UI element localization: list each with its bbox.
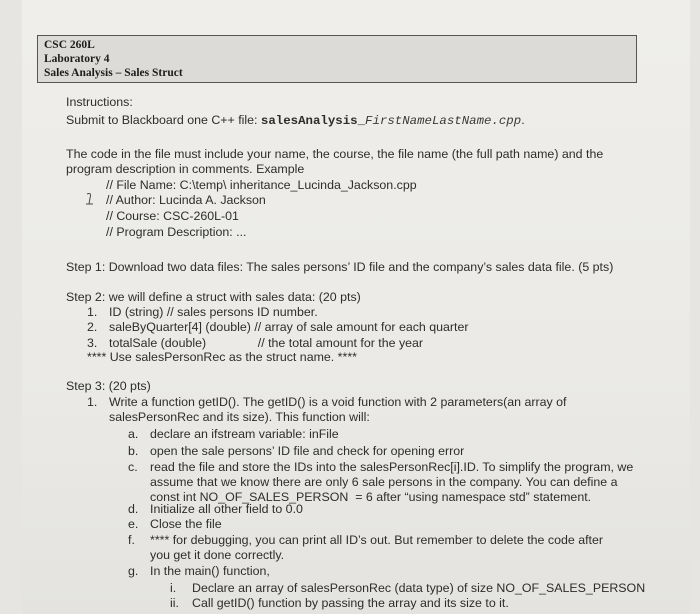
sub-item-a: a. declare an ifstream variable: inFile [128,427,339,441]
sub-item-b: b. open the sale persons’ ID file and check for opening error [128,444,465,458]
step2-item-2: 2. saleByQuarter[4] (double) // array of sale amount for each quarter [87,320,469,334]
step3-item-1-line-1: 1. Write a function getID(). The getID() is a void function with 2 parameters(an array of [87,395,567,409]
comment-author: // Author: Lucinda A. Jackson [106,193,266,207]
sub-item-e: e. Close the file [128,517,222,531]
sub-item-g: g. In the main() function, [128,564,270,578]
comment-course: // Course: CSC-260L-01 [106,209,239,223]
pen-mark-icon [84,192,98,206]
course-code: CSC 260L [44,39,95,51]
sub-item-c-line-2: assume that we know there are only 6 sale persons in the company. You can define a [150,475,618,489]
sub-item-f-line-2: you get it done correctly. [150,548,285,562]
roman-item-ii: ii. Call getID() function by passing the array and its size to it. [170,596,509,610]
roman-item-i: i. Declare an array of salesPersonRec (data type) of size NO_OF_SALES_PERSON [170,581,646,595]
intro-line-1: The code in the file must include your name, the course, the file name (the full path name) and the [66,147,604,161]
step3-item-1-line-2: salesPersonRec and its size). This function will: [109,410,370,424]
step3-heading: Step 3: (20 pts) [66,379,151,393]
sub-item-d: d. Initialize all other field to 0.0 [128,502,303,516]
instructions-heading: Instructions: [66,95,133,109]
step2-heading: Step 2: we will define a struct with sales data: (20 pts) [66,290,361,304]
sub-item-c-line-1: c. read the file and store the IDs into the salesPersonRec[i].ID. To simplify the program, we [128,460,634,474]
step2-item-1: 1. ID (string) // sales persons ID number. [87,305,318,319]
step2-note: **** Use salesPersonRec as the struct name. **** [87,350,357,364]
intro-line-2: program description in comments. Example [66,162,305,176]
sub-item-f-line-1: f. **** for debugging, you can print all ID’s out. But remember to delete the code after [128,533,603,547]
lab-title: Sales Analysis – Sales Struct [44,67,183,79]
sub-item-c-line-3: const int NO_OF_SALES_PERSON = 6 after “using namespace std” statement. [150,490,592,504]
comment-filename: // File Name: C:\temp\ inheritance_Lucinda_Jackson.cpp [106,178,417,192]
submit-line: Submit to Blackboard one C++ file: salesAnalysis_FirstNameLastName.cpp. [66,113,525,128]
step1-text: Step 1: Download two data files: The sales persons’ ID file and the company’s sales data file. (5 pts) [66,260,614,274]
step2-item-3: 3. totalSale (double) // the total amount for the year [87,336,424,350]
course-header-box [37,35,637,83]
comment-description: // Program Description: ... [106,225,247,239]
submit-filename-bold: salesAnalysis_ [260,114,366,128]
lab-number: Laboratory 4 [44,53,110,65]
submit-filename-italic: FirstNameLastName.cpp [365,114,522,128]
